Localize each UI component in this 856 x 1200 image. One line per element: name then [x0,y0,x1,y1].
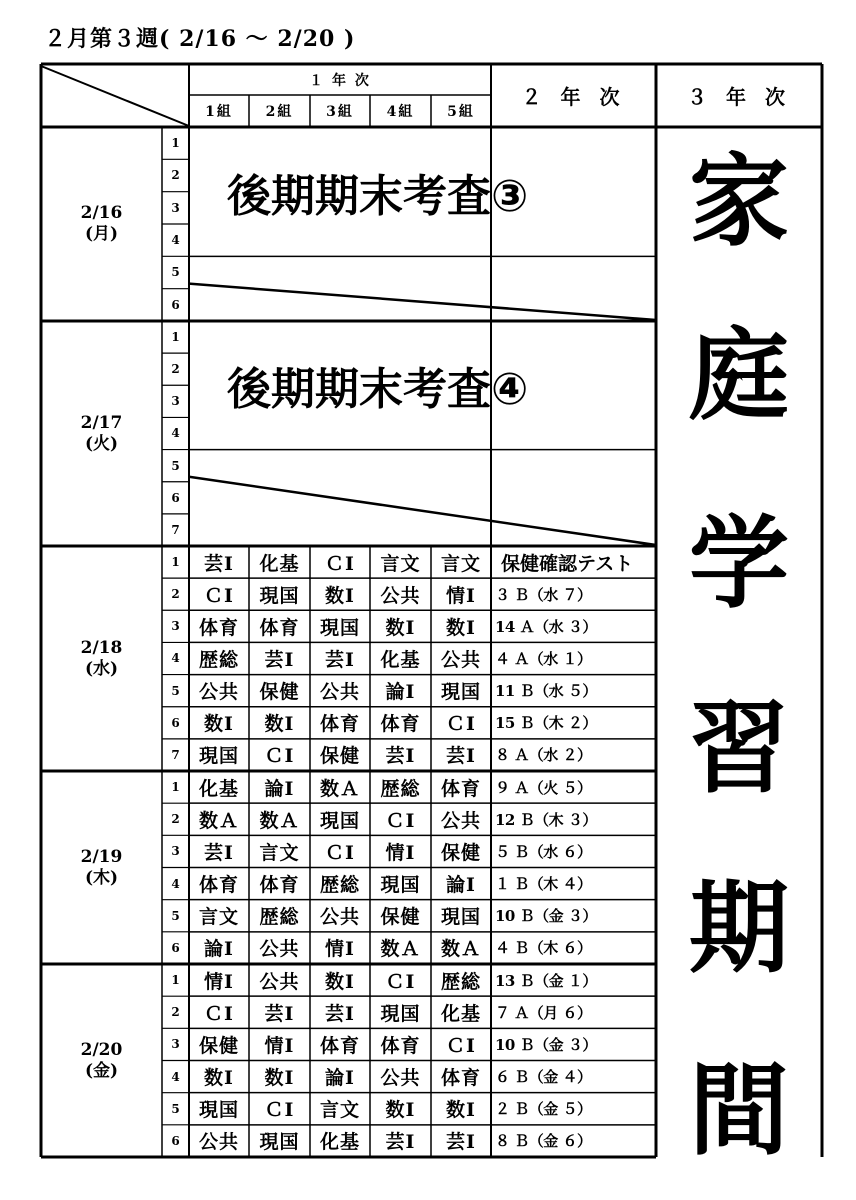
header-class: 1組 [205,104,233,120]
subject-cell: 公共 [319,681,360,704]
subject-cell: 公共 [319,906,360,929]
subject-cell: 体育 [380,713,421,736]
subject-cell: 現国 [198,745,239,768]
subject-cell: 体育 [259,616,300,639]
day-label [41,546,162,771]
weekday: (火) [84,433,119,454]
period-number: 6 [171,490,180,505]
grade2-cell: 15 Ｂ（木 ２） [495,714,597,733]
period-number: 5 [171,265,180,280]
subject-cell: 論Ⅰ [204,938,234,961]
weekday: (金) [84,1060,119,1081]
subject-cell: 数Ａ [198,809,239,832]
grade2-cell: ８ Ｂ（金 ６） [495,1132,592,1151]
period-number: 3 [171,200,180,215]
grade3-kanji: 学 [689,505,789,622]
subject-cell: 情Ⅰ [446,584,476,607]
period-number: 3 [171,1037,180,1052]
subject-cell: 数Ⅰ [385,1099,416,1122]
period-number: 2 [171,362,180,377]
grade2-cell: ６ Ｂ（金 ４） [495,1068,592,1087]
grade2-cell: ８ Ａ（水 ２） [495,746,592,765]
subject-cell: 芸Ⅰ [325,1002,355,1025]
period-number: 2 [171,168,180,183]
grade3-kanji: 庭 [689,317,789,434]
subject-cell: 歴総 [440,970,481,993]
grade2-cell: 14 Ａ（水 ３） [495,617,597,636]
grade2-cell: ４ Ｂ（木 ６） [495,939,592,958]
subject-cell: 現国 [259,1131,300,1154]
subject-cell: 数Ⅰ [204,1067,234,1090]
subject-cell: 体育 [319,713,360,736]
grade2-cell: ９ Ａ（火 ５） [495,778,592,797]
grade2-cell: 11 Ｂ（水 ５） [495,682,597,701]
subject-cell: 論Ⅰ [264,777,295,800]
subject-cell: 情Ⅰ [385,841,416,864]
subject-cell: 体育 [198,616,239,639]
subject-cell: 数Ⅰ [385,616,416,639]
subject-cell: 芸Ⅰ [264,1002,295,1025]
grade2-cell: ２ Ｂ（金 ５） [495,1100,592,1119]
header-class: 4組 [386,104,415,120]
subject-cell: 公共 [380,1067,421,1090]
period-number: 6 [171,940,180,955]
subject-cell: 公共 [259,970,300,993]
subject-cell: 数Ａ [259,809,300,832]
exam-banner: 後期期末考査④ [227,364,529,416]
grade2-cell: 10 Ｂ（金 ３） [495,907,597,926]
subject-cell: 言文 [380,552,421,575]
subject-cell: 数Ａ [380,938,421,961]
subject-cell: 体育 [319,1034,360,1057]
subject-cell: 現国 [380,874,421,897]
subject-cell: 体育 [198,874,239,897]
subject-cell: 芸Ⅰ [204,841,234,864]
grade2-cell: ５ Ｂ（水 ６） [495,842,592,861]
subject-cell: 化基 [259,552,300,575]
subject-cell: 言文 [319,1099,360,1122]
blank-diagonal [189,477,656,545]
subject-cell: 数Ⅰ [446,616,476,639]
period-number: 6 [171,1133,180,1148]
period-number: 5 [171,908,180,923]
grade2-cell: 10 Ｂ（金 ３） [495,1035,597,1054]
period-number: 4 [171,426,180,441]
day-label [41,321,162,546]
day-label [41,964,162,1157]
header-grade1: １ 年 次 [309,72,371,89]
subject-cell: 数Ⅰ [446,1099,476,1122]
period-number: 1 [171,330,180,345]
subject-cell: 保健 [198,1034,239,1057]
subject-cell: 体育 [440,777,481,800]
subject-cell: 公共 [440,809,481,832]
period-number: 5 [171,683,180,698]
subject-cell: 数Ⅰ [325,970,355,993]
subject-cell: 歴総 [380,777,421,800]
subject-cell: ＣⅠ [446,713,476,736]
subject-cell: 数Ⅰ [264,713,295,736]
subject-cell: 公共 [440,648,481,671]
subject-cell: 保健 [440,841,481,864]
weekday: (月) [84,224,119,244]
subject-cell: 芸Ⅰ [446,745,476,768]
subject-cell: 化基 [198,777,239,800]
grade2-cell: ３ Ｂ（水 ７） [495,585,592,604]
period-number: 1 [171,555,180,570]
period-number: 4 [171,1069,180,1084]
subject-cell: 数Ａ [440,938,481,961]
subject-cell: 数Ａ [319,777,360,800]
period-number: 7 [171,522,180,537]
subject-cell: 現国 [198,1099,239,1122]
subject-cell: 歴総 [259,906,300,929]
subject-cell: ＣⅠ [325,552,355,575]
header-class: 3組 [326,104,354,120]
period-number: 7 [171,747,180,762]
grade2-cell: １ Ｂ（木 ４） [495,875,592,894]
subject-cell: 歴総 [319,874,360,897]
subject-cell: ＣⅠ [385,970,416,993]
subject-cell: 化基 [380,648,421,671]
subject-cell: 現国 [319,809,360,832]
subject-cell: 芸Ⅰ [385,1131,416,1154]
subject-cell: 言文 [259,841,300,864]
subject-cell: 化基 [319,1131,360,1154]
subject-cell: 現国 [380,1002,421,1025]
period-number: 2 [171,812,180,827]
date: 2/17 [80,412,123,433]
header-grade3: ３ 年 次 [687,85,791,109]
subject-cell: 体育 [259,874,300,897]
subject-cell: ＣⅠ [204,1002,234,1025]
period-number: 4 [171,233,180,248]
subject-cell: ＣⅠ [204,584,234,607]
subject-cell: ＣⅠ [264,745,295,768]
blank-diagonal [189,284,656,320]
subject-cell: 数Ⅰ [204,713,234,736]
header-class: 2組 [265,104,294,120]
subject-cell: 体育 [440,1067,481,1090]
period-number: 1 [171,136,180,151]
subject-cell: ＣⅠ [264,1099,295,1122]
period-number: 4 [171,651,180,666]
period-number: 5 [171,1101,180,1116]
subject-cell: 体育 [380,1034,421,1057]
subject-cell: 公共 [380,584,421,607]
subject-cell: 論Ⅰ [446,874,476,897]
subject-cell: 芸Ⅰ [204,552,234,575]
subject-cell: 数Ⅰ [325,584,355,607]
subject-cell: ＣⅠ [446,1034,476,1057]
grade2-cell: ４ Ａ（水 １） [495,649,592,668]
grade2-cell: 13 Ｂ（金 １） [495,971,597,990]
exam-banner: 後期期末考査③ [227,170,529,222]
subject-cell: 歴総 [198,648,239,671]
subject-cell: 数Ⅰ [264,1067,295,1090]
date: 2/16 [80,203,123,223]
header-diagonal [41,66,189,126]
period-number: 5 [171,458,180,473]
subject-cell: 情Ⅰ [264,1034,295,1057]
subject-cell: 論Ⅰ [325,1067,355,1090]
header-grade2: ２ 年 次 [521,85,626,109]
subject-cell: 情Ⅰ [325,938,355,961]
date: 2/20 [80,1039,123,1060]
period-number: 3 [171,844,180,859]
subject-cell: 芸Ⅰ [325,648,355,671]
subject-cell: 公共 [259,938,300,961]
subject-cell: 論Ⅰ [385,681,416,704]
subject-cell: 言文 [440,552,481,575]
period-number: 3 [171,394,180,409]
period-number: 6 [171,297,180,312]
subject-cell: 芸Ⅰ [385,745,416,768]
subject-cell: 現国 [440,681,481,704]
subject-cell: 芸Ⅰ [264,648,295,671]
period-number: 4 [171,876,180,891]
grade3-kanji: 家 [689,143,789,260]
period-number: 1 [171,973,180,988]
weekday: (木) [84,867,119,888]
subject-cell: 言文 [198,906,239,929]
subject-cell: 情Ⅰ [204,970,234,993]
date: 2/19 [80,846,123,867]
subject-cell: 芸Ⅰ [446,1131,476,1154]
period-number: 6 [171,715,180,730]
grade2-cell: 12 Ｂ（木 ３） [495,810,597,829]
subject-cell: ＣⅠ [385,809,416,832]
date: 2/18 [80,637,123,658]
page-title: ２月第３週( 2/16 ～ 2/20 ) [44,26,356,52]
period-number: 2 [171,1005,180,1020]
subject-cell: 保健 [259,681,300,704]
day-label [41,771,162,964]
grade2-cell: 保健確認テスト [501,552,634,575]
period-number: 2 [171,587,180,602]
period-number: 1 [171,780,180,795]
subject-cell: ＣⅠ [325,841,355,864]
grade2-cell: ７ Ａ（月 ６） [495,1003,592,1022]
subject-cell: 現国 [440,906,481,929]
subject-cell: 現国 [319,616,360,639]
grade3-kanji: 習 [689,690,789,807]
subject-cell: 現国 [259,584,300,607]
subject-cell: 保健 [319,745,360,768]
header-class: 5組 [447,104,475,120]
subject-cell: 公共 [198,681,239,704]
subject-cell: 公共 [198,1131,239,1154]
grade3-kanji: 期 [689,870,789,987]
subject-cell: 化基 [440,1002,481,1025]
subject-cell: 保健 [380,906,421,929]
day-label [41,127,162,321]
weekday: (水) [84,658,119,679]
period-number: 3 [171,619,180,634]
grade3-kanji: 間 [689,1052,789,1169]
